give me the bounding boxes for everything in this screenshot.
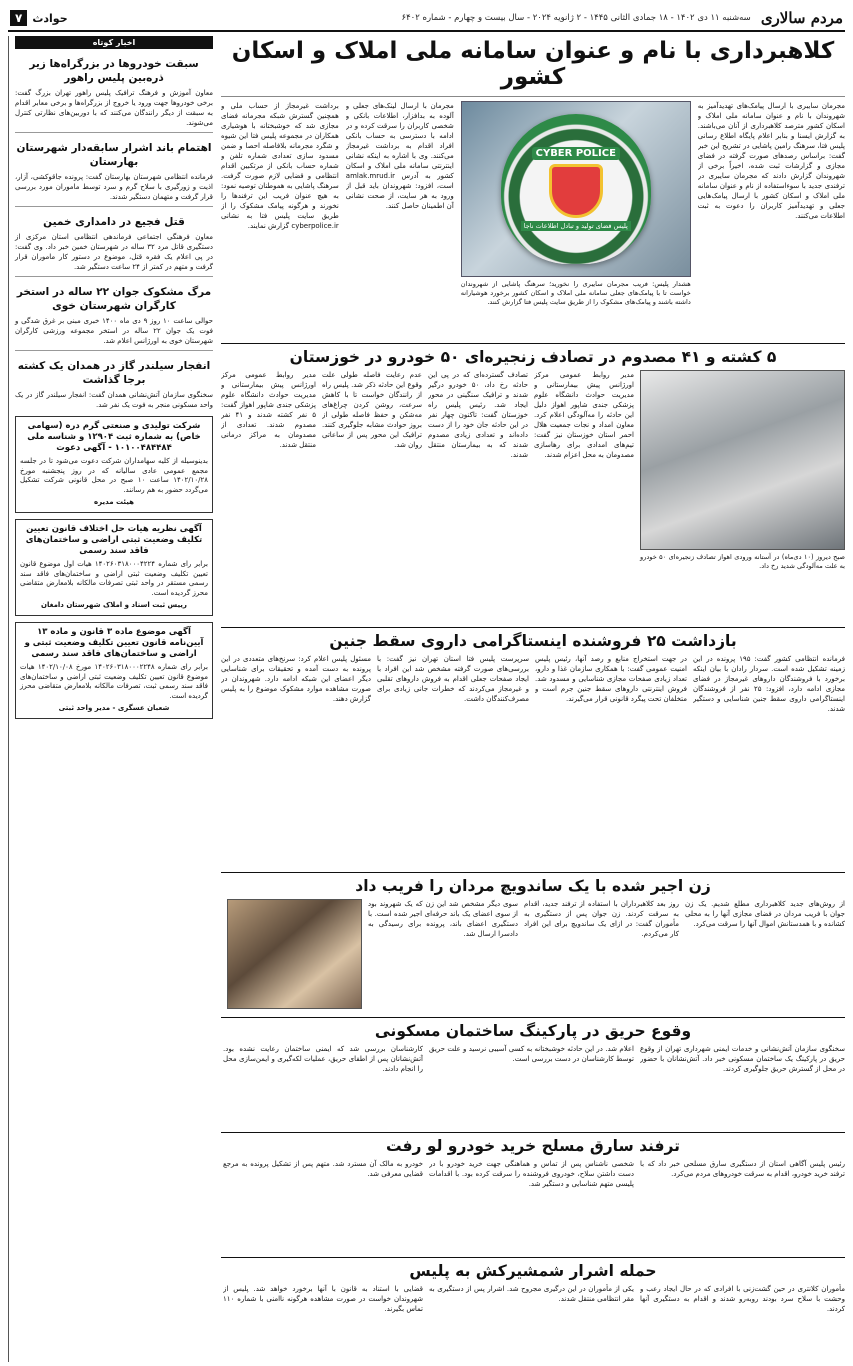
sandwich-photo: [227, 899, 362, 1009]
notice-signature: رییس ثبت اسناد و املاک شهرستان دامغان: [41, 601, 187, 610]
sidebar-short-news: [8, 36, 213, 1362]
crash-photo-block: [640, 370, 845, 624]
story4-col-b: روز بعد کلاهبرداران با استفاده از ترفند جدید، اقدام به سرقت کردند. زن جوان پس از دستگیری به مأموران گفت: در ازای یک ساندویچ برای این افراد کار می‌کردم.: [524, 900, 679, 939]
cyber-police-badge-icon: [501, 114, 651, 264]
section-label: [10, 10, 68, 26]
story7-col-c: قضایی با استناد به قانون با آنها برخورد خواهد شد. پلیس از شهروندان خواست در صورت مشاهده هرگونه ناامنی با شماره ۱۱۰ تماس بگیرند.: [223, 1285, 423, 1314]
sidebar-item-title: انفجار سیلندر گاز در همدان یک کشته برجا گذاشت: [17, 360, 211, 386]
sidebar-item: [15, 137, 213, 202]
cyber-police-image: [461, 101, 691, 277]
issue-line: سه‌شنبه ۱۱ دی ۱۴۰۲ - ۱۸ جمادی الثانی ۱۴۴۵ - ۲ ژانویه ۲۰۲۴ - سال بیست و چهارم - شماره ۶۴۰۲: [401, 13, 751, 23]
notice-signature: شعبان عسگری - مدیر واحد ثبتی: [58, 704, 170, 713]
sidebar-item-text: حوالی ساعت ۱۰ روز ۹ دی ماه ۱۴۰۰ خبری مبنی بر غرق شدگی و فوت یک جوان ۲۲ ساله در استخر مجموعه ورزشی کارگران شهرستان خوی به اورژانس اعلام شد.: [15, 317, 214, 345]
notice-text: برابر رای شماره ۱۴۰۲۶۰۳۱۸۰۰۰۴۲۲۴ هیات اول موضوع قانون تعیین تکلیف وضعیت ثبتی اراضی و ساختمان‌های فاقد سند رسمی مستقر در واحد ثبتی تصرفات مالکانه بلامعارض متقاضی محرز گردیده است.: [20, 559, 209, 597]
story3-col-a: فرمانده انتظامی کشور گفت: ۱۹۵ پرونده در این زمینه تشکیل شده است. سردار رادان با بیان اینکه برخورد با فروشندگان داروهای غیرمجاز در فضای مجازی ادامه دارد، افزود: ۲۵ نفر از فروشندگان اینستاگرامی داروی سقط جنین شناسایی و دستگیر شدند.: [693, 654, 845, 713]
lead-story: [221, 101, 845, 340]
legal-notice: [15, 416, 213, 513]
legal-notice: [15, 519, 213, 616]
sidebar-item-title: قتل فجیع در دامداری خمین: [43, 216, 185, 228]
lead-text-right: مجرمان سایبری با ارسال پیامک‌های تهدیدآمیز به شهروندان با نام و عنوان سامانه ملی املاک و اسکان کشور مترصد کلاهبرداری از آنان می‌باشند. به گزارش ایسنا و بنابر اعلام پایگاه اطلاع رسانی پلیس فتا، سرهنگ رامین پاشایی در تشریح این خبر گفت: براساس رصدهای صورت گرفته در فضای مجازی و گزارشات ثبت شده، اخیراً برخی از شهروندان گزارش دادند که مجرمان سایبری در ترفندی جدید با سوءاستفاده از نام و عنوان سامانه ملی املاک و اسکان کشور با ارسال پیامک‌هایی جعلی و تهدیدآمیز کاربران را دعوت به ثبت اطلاعات می‌کنند.: [697, 102, 845, 220]
story2-col-c: عدم رعایت فاصله طولی علت وقوع این حادثه ذکر شد. پلیس راه از رانندگان خواست تا با کاهش سرعت، روشن کردن چراغ‌های مه‌شکن و حفظ فاصله طولی از بروز حوادث مشابه جلوگیری کنند. ترافیک این محور پس از ساعاتی روان شد.: [322, 370, 422, 449]
sidebar-item-title: مرگ مشکوک جوان ۲۲ ساله در استخر کارگران شهرستان خوی: [16, 286, 212, 312]
masthead: [8, 6, 845, 32]
divider: [15, 132, 213, 133]
divider: [15, 276, 213, 277]
lead-column-middle: [346, 101, 454, 340]
story6-col-c: خودرو به مالک آن مسترد شد. متهم پس از تشکیل پرونده به مرجع قضایی معرفی شد.: [223, 1160, 423, 1179]
story3-col-b: در جهت استخراج منابع و رصد آنها، رئیس پلیس امنیت عمومی گفت: با همکاری سازمان غذا و دارو، تعداد زیادی صفحات مجازی شناسایی و مسدود شد. فروش اینترنتی داروهای سقط جنین جرم است و متخلفان تحت پیگرد قانونی قرار می‌گیرند.: [535, 654, 687, 703]
story-sandwich: [221, 899, 845, 1014]
divider: [15, 206, 213, 207]
story2-col-a: مدیر روابط عمومی مرکز اورژانس پیش بیمارستانی و مدیریت حوادث دانشگاه علوم پزشکی جندی شاپور اهواز دلیل این حادثه را مه‌آلودگی اعلام کرد. معاون امداد و نجات جمعیت هلال احمر استان خوزستان نیز گفت: تیم‌های امدادی برای رهاسازی مصدومان به محل اعزام شدند.: [534, 370, 634, 459]
story-khuzestan-headline: ۵ کشته و ۴۱ مصدوم در تصادف زنجیره‌ای ۵۰ خودرو در خوزستان: [221, 343, 845, 370]
section-name: حوادث: [32, 11, 68, 25]
badge-subtext: پلیس فضای تولید و تبادل اطلاعات ناجا: [521, 221, 631, 231]
story-sword-attack-headline: حمله اشرار شمشیرکش به پلیس: [221, 1257, 845, 1284]
sidebar-item-title: سبقت خودروها در بزرگراه‌ها زیر ذره‌بین پلیس راهور: [29, 58, 199, 84]
sidebar-item: [15, 211, 213, 272]
notice-title: آگهی نظریه هیات حل اختلاف قانون تعیین تکلیف وضعیت ثبتی اراضی و ساختمان‌های فاقد سند رسمی: [25, 523, 203, 556]
crash-photo-caption: صبح دیروز (۱۰ دی‌ماه) در آستانه ورودی اهواز تصادف زنجیره‌ای ۵۰ خودرو به علت مه‌آلودگی شدید رخ داد.: [640, 552, 845, 570]
lead-column-right: [698, 101, 845, 340]
story6-col-b: شخصی ناشناس پس از تماس و هماهنگی جهت خرید خودرو با در دست داشتن سلاح، خودروی فروشنده را سرقت کرده بود. با اقدامات پلیسی متهم شناسایی و دستگیر شد.: [429, 1160, 634, 1189]
crash-photo: [640, 370, 845, 550]
story5-col-a: سخنگوی سازمان آتش‌نشانی و خدمات ایمنی شهرداری تهران از وقوع حریق در پارکینگ یک ساختمان مسکونی خبر داد. آتش‌نشانان با حضور در محل از گسترش حریق جلوگیری کردند.: [640, 1044, 845, 1073]
divider: [15, 350, 213, 351]
story-khuzestan: [221, 370, 845, 624]
story5-col-c: کارشناسان بررسی شد که ایمنی ساختمان رعایت نشده بود. آتش‌نشانان پس از اطفای حریق، عملیات لکه‌گیری و ایمن‌سازی محل را انجام دادند.: [223, 1044, 423, 1073]
story-parking-fire: [221, 1044, 845, 1129]
lead-column-left: [221, 101, 339, 340]
story2-col-b: تصادف گسترده‌ای که در پی این حادثه رخ داد، ۵۰ خودرو درگیر شدند و ترافیک سنگینی در محور ایجاد شد. رئیس پلیس راه خوزستان گفت: تاکنون چهار نفر در این حادثه جان خود را از دست داده‌اند و تعدادی زیادی مصدوم شدند که به بیمارستان منتقل شدند.: [428, 370, 528, 459]
sidebar-item: [15, 281, 213, 346]
main-column: [221, 36, 845, 1362]
story7-col-b: یکی از مأموران در این درگیری مجروح شد. اشرار پس از دستگیری به مقر انتظامی منتقل شدند.: [429, 1285, 634, 1304]
sidebar-tag: اخبار کوتاه: [15, 36, 213, 49]
legal-notice: [15, 622, 213, 719]
story5-col-b: اعلام شد. در این حادثه خوشبختانه به کسی آسیبی نرسید و علت حریق توسط کارشناسان در دست بررسی است.: [429, 1044, 634, 1063]
shield-icon: [549, 164, 603, 218]
page-number: ۷: [10, 10, 27, 26]
lead-text-middle: مجرمان با ارسال لینک‌های جعلی و آلوده به بدافزار، اطلاعات بانکی و شخصی کاربران را سرقت کرده و در ادامه با دسترسی به حساب بانکی افراد اقدام به برداشت غیرمجاز می‌کنند. وی با اشاره به اینکه نشانی اینترنتی سامانه ملی املاک و اسکان کشور به آدرس amlak.mrud.ir است، افزود: شهروندان باید قبل از ورود به هر سایت، از صحت نشانی آن اطمینان حاصل کنند.: [345, 102, 454, 210]
lead-image-caption: هشدار پلیس: فریب مجرمان سایبری را نخورید؛ سرهنگ پاشایی از شهروندان خواست تا با پیامک‌های جعلی سامانه ملی املاک و اسکان کشور برخورد هوشیارانه داشته باشند و پیامک‌های مشکوک را از طریق سایت پلیس فتا گزارش کنند.: [460, 280, 691, 306]
brand-logo: مردم سالاری: [760, 9, 843, 27]
story-sword-attack: [221, 1284, 845, 1362]
lead-headline: کلاهبرداری با نام و عنوان سامانه ملی املاک و اسکان کشور: [221, 36, 845, 97]
story-sandwich-headline: زن اجیر شده با یک ساندویچ مردان را فریب داد: [221, 872, 845, 899]
story3-col-c: سرپرست پلیس فتا استان تهران نیز گفت: با بررسی‌های صورت گرفته مشخص شد این افراد با ایجاد صفحات جعلی اقدام به فروش داروهای تقلبی و غیرمجاز می‌کردند که خطرات جانی زیادی برای مصرف‌کنندگان داشت.: [377, 654, 529, 703]
story6-col-a: رئیس پلیس آگاهی استان از دستگیری سارق مسلحی خبر داد که با ترفند خرید خودرو، اقدام به سرقت خودروهای مردم می‌کرد.: [640, 1160, 845, 1179]
notice-text: بدینوسیله از کلیه سهامداران شرکت دعوت می‌شود تا در جلسه مجمع عمومی عادی سالیانه که در روز پنجشنبه مورخ ۱۴۰۲/۱۰/۲۸ ساعت ۱۰ صبح در محل قانونی شرکت تشکیل می‌گردد حضور به هم رسانند.: [20, 457, 208, 494]
story-abortion-drugs-headline: بازداشت ۲۵ فروشنده اینستاگرامی داروی سقط جنین: [221, 627, 845, 654]
notice-text: برابر رای شماره ۱۴۰۲۶۰۳۱۸۰۰۰۲۲۴۸ مورخ ۱۴۰۲/۱۰/۰۸ هیات موضوع قانون تعیین تکلیف وضعیت ثبتی اراضی و ساختمان‌های فاقد سند رسمی ثبت، تصرفات مالکانه بلامعارض متقاضی محرز گردیده است.: [20, 662, 208, 700]
sidebar-item: [15, 355, 213, 410]
story-car-thief: [221, 1159, 845, 1254]
notice-title: آگهی موضوع ماده ۳ قانون و ماده ۱۳ آیین‌نامه قانون تعیین تکلیف وضعیت ثبتی و اراضی و ساختمان‌های فاقد سند رسمی: [24, 626, 204, 659]
story7-col-a: مأموران کلانتری در حین گشت‌زنی با افرادی که در حال ایجاد رعب و وحشت با سلاح سرد بودند روبه‌رو شدند و اقدام به دستگیری آنها کردند.: [640, 1285, 845, 1314]
story-car-thief-headline: ترفند سارق مسلح خرید خودرو لو رفت: [221, 1132, 845, 1159]
lead-image-block: [461, 101, 691, 340]
sidebar-item-text: سخنگوی سازمان آتش‌نشانی همدان گفت: انفجار سیلندر گاز در یک واحد مسکونی منجر به فوت یک نفر شد.: [15, 391, 213, 409]
sidebar-item: [15, 53, 213, 128]
sidebar-item-text: معاون فرهنگی اجتماعی فرماندهی انتظامی استان مرکزی از دستگیری قاتل مرد ۳۲ ساله در شهرستان خمین خبر داد. وی گفت: در پی اعلام یک فقره قتل، موضوع در دستور کار ماموران قرار گرفت و متهم در کمتر از ۲۴ ساعت دستگیر شد.: [15, 233, 214, 271]
sidebar-item-text: فرمانده انتظامی شهرستان بهارستان گفت: پرونده جاقوکشی، آزار، اذیت و زورگیری با سلاح گرم و سرد توسط ماموران مورد بررسی قرار گرفت و متهمان دستگیر شدند.: [15, 173, 213, 201]
sandwich-photo-block: [227, 899, 362, 1014]
story3-col-d: مسئول پلیس اعلام کرد: سرنخ‌های متعددی در این پرونده به دست آمده و تحقیقات برای شناسایی دیگر اعضای این شبکه ادامه دارد. شهروندان در صورت مشاهده موارد مشکوک موضوع را به پلیس گزارش دهند.: [221, 654, 371, 703]
notice-signature: هیئت مدیره: [94, 498, 134, 507]
notice-title: شرکت تولیدی و صنعتی گرم دره (سهامی خاص) به شماره ثبت ۱۲۹۰۴ و شناسه ملی ۱۰۱۰۰۴۸۴۴۸۴ - آگهی دعوت: [27, 421, 201, 453]
lead-text-left: برداشت غیرمجاز از حساب ملی و همچنین گسترش شبکه مجرمانه فضای مجازی شد که خوشبختانه با هوشیاری همکاران در مجموعه پلیس فتا این شیوه و شگرد مجرمانه بلافاصله احصا و ضمن مسدود سازی تعدادی شماره تلفن و شماره حساب بانکی از مرتکبین اقدام انتظامی و قضایی لازم صورت گرفت. سرهنگ پاشایی به هموطنان توصیه نمود: به هیچ عنوان فریب این ترفندها را نخورند و هرگونه پیامک مشکوک را از طریق سایت پلیس فتا به نشانی cyberpolice.ir گزارش نمایند.: [221, 102, 339, 230]
sidebar-item-title: اهتمام باند اشرار سابقه‌دار شهرستان بهارستان: [16, 142, 212, 168]
sidebar-item-text: معاون آموزش و فرهنگ ترافیک پلیس راهور تهران بزرگ گفت: برخی خودروها جهت ورود یا خروج از بزرگراه‌ها و برخی معابر اقدام به سبقت از دیگر رانندگان می‌کنند که با دوربین‌های نظارتی کنترل می‌شوند.: [15, 89, 213, 127]
story4-col-a: از روش‌های جدید کلاهبرداری مطلع شدیم. یک زن جوان با فریب مردان در فضای مجازی آنها را به محلی کشانده و با همدستانش اموال آنها را سرقت می‌کرد.: [685, 900, 845, 929]
story-abortion-drugs: [221, 654, 845, 869]
story4-col-c: سوی دیگر مشخص شد این زن که یک شهروند بود از سوی اعضای یک باند حرفه‌ای اجیر شده است. با دستگیری اعضای باند، پرونده برای رسیدگی به دادسرا ارسال شد.: [368, 900, 518, 939]
story-parking-fire-headline: وقوع حریق در پارکینگ ساختمان مسکونی: [221, 1017, 845, 1044]
story2-col-d: مدیر روابط عمومی مرکز اورژانس پیش بیمارستانی و مدیریت حوادث دانشگاه علوم پزشکی جندی شاپور اهواز گفت: ۵ نفر کشته شدند و ۴۱ نفر مصدوم شدند. تعدادی از مصدومان به مراکز درمانی منتقل شدند.: [221, 370, 316, 449]
badge-text: CYBER POLICE: [532, 147, 620, 160]
